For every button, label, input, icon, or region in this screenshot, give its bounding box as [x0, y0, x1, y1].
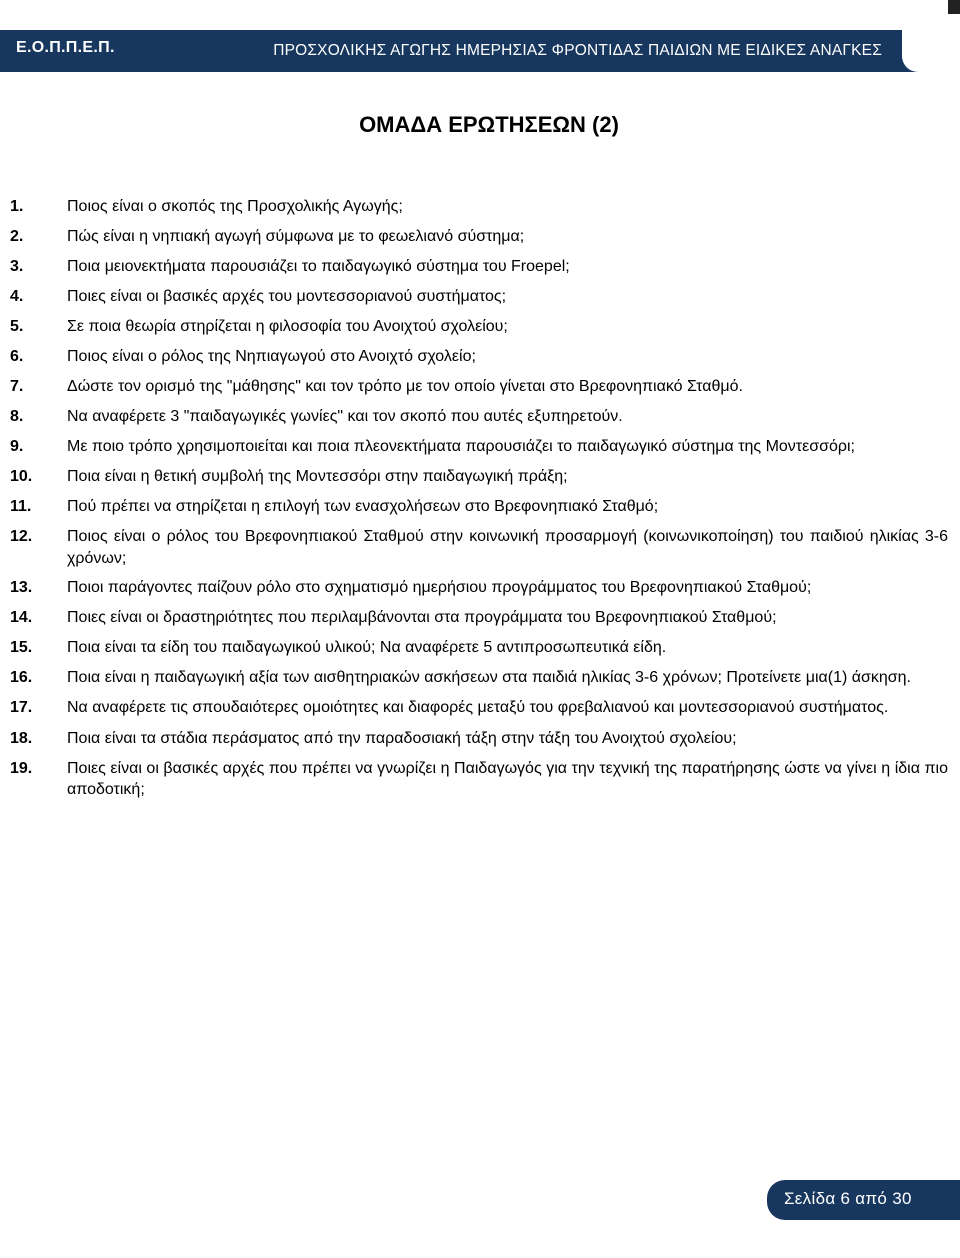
question-text: Ποιος είναι ο ρόλος της Νηπιαγωγού στο Ανοιχτό σχολείο;: [67, 348, 476, 365]
question-item: [10, 577, 948, 599]
question-list: [10, 196, 948, 801]
question-text: Ποιες είναι οι δραστηριότητες που περιλαμβάνονται στα προγράμματα του Βρεφονηπιακού Σταθμού;: [67, 609, 777, 626]
page-number: Σελίδα 6 από 30: [784, 1189, 912, 1208]
page-title: ΟΜΑΔΑ ΕΡΩΤΗΣΕΩΝ (2): [359, 112, 619, 137]
question-item: [10, 256, 948, 278]
question-number: 4.: [10, 288, 24, 305]
question-number: 12.: [10, 528, 33, 545]
question-number: 19.: [10, 759, 33, 777]
question-item: [10, 436, 948, 458]
question-item: [10, 376, 948, 398]
question-item: [10, 496, 948, 518]
question-text: Ποια είναι τα είδη του παιδαγωγικού υλικού; Να αναφέρετε 5 αντιπροσωπευτικά είδη.: [67, 639, 667, 656]
question-number: 15.: [10, 639, 33, 656]
question-item: [10, 316, 948, 338]
question-text: Πού πρέπει να στηρίζεται η επιλογή των ενασχολήσεων στο Βρεφονηπιακό Σταθμό;: [67, 497, 659, 515]
header-org: Ε.Ο.Π.Π.Ε.Π.: [16, 39, 115, 56]
question-number: 6.: [10, 348, 24, 365]
question-number: 18.: [10, 729, 33, 747]
question-number: 2.: [10, 228, 24, 245]
question-text: Ποιοι παράγοντες παίζουν ρόλο στο σχηματισμό ημερήσιου προγράμματος του Βρεφονηπιακού Σταθμού;: [67, 579, 812, 596]
header-title: ΠΡΟΣΧΟΛΙΚΗΣ ΑΓΩΓΗΣ ΗΜΕΡΗΣΙΑΣ ΦΡΟΝΤΙΔΑΣ ΠΑΙΔΙΩΝ ΜΕ ΕΙΔΙΚΕΣ ΑΝΑΓΚΕΣ: [273, 42, 882, 59]
question-number: 13.: [10, 579, 33, 596]
question-item: [10, 728, 948, 750]
question-text: Πώς είναι η νηπιακή αγωγή σύμφωνα με το φεωελιανό σύστημα;: [67, 228, 525, 245]
corner-mark: [948, 0, 960, 14]
question-number: 16.: [10, 669, 33, 686]
question-text: Με ποιο τρόπο χρησιμοποιείται και ποια πλεονεκτήματα παρουσιάζει το παιδαγωγικό σύστημα της Μοντεσσόρι;: [67, 438, 855, 455]
question-text: Ποια μειονεκτήματα παρουσιάζει το παιδαγωγικό σύστημα του Froepel;: [67, 258, 570, 275]
page-header: [0, 30, 960, 72]
header-tab: [902, 30, 960, 72]
question-text: Ποια είναι η θετική συμβολή της Μοντεσσόρι στην παιδαγωγική πράξη;: [67, 467, 568, 485]
question-number: 5.: [10, 318, 24, 335]
question-number: 9.: [10, 438, 24, 455]
question-item: [10, 466, 948, 488]
question-number: 1.: [10, 198, 24, 215]
question-text: Ποιες είναι οι βασικές αρχές του μοντεσσοριανού συστήματος;: [67, 288, 507, 305]
question-text: Σε ποια θεωρία στηρίζεται η φιλοσοφία του Ανοιχτού σχολείου;: [67, 318, 508, 335]
question-item: [10, 758, 948, 801]
question-item: [10, 526, 948, 569]
question-text: Ποιος είναι ο ρόλος του Βρεφονηπιακού Σταθμού στην κοινωνική προσαρμογή (κοινωνικοποίηση) του παιδιού ηλικίας 3-6 χρόνων;: [67, 528, 948, 567]
question-text: Ποιες είναι οι βασικές αρχές που πρέπει να γνωρίζει η Παιδαγωγός για την τεχνική της παρατήρησης ώστε να γίνει η ίδια πιο αποδοτική;: [67, 759, 948, 798]
question-number: 8.: [10, 408, 24, 425]
question-item: [10, 286, 948, 308]
question-item: [10, 607, 948, 629]
question-number: 3.: [10, 258, 24, 275]
question-number: 10.: [10, 467, 33, 485]
question-number: 11.: [10, 497, 32, 515]
question-text: Ποια είναι τα στάδια περάσματος από την παραδοσιακή τάξη στην τάξη του Ανοιχτού σχολείου;: [67, 729, 737, 747]
page-footer: [767, 1180, 960, 1220]
question-item: [10, 406, 948, 428]
question-text: Ποια είναι η παιδαγωγική αξία των αισθητηριακών ασκήσεων στα παιδιά ηλικίας 3-6 χρόνων; Προτείνετε μια(1) άσκηση.: [67, 669, 911, 686]
question-item: [10, 697, 948, 719]
question-number: 17.: [10, 699, 33, 716]
question-item: [10, 226, 948, 248]
question-text: Δώστε τον ορισμό της "μάθησης" και τον τρόπο με τον οποίο γίνεται στο Βρεφονηπιακό Σταθμό.: [67, 378, 743, 395]
question-text: Ποιος είναι ο σκοπός της Προσχολικής Αγωγής;: [67, 198, 403, 215]
question-text: Να αναφέρετε τις σπουδαιότερες ομοιότητες και διαφορές μεταξύ του φρεβαλιανού και μοντεσσοριανού συστήματος.: [67, 699, 889, 716]
question-item: [10, 637, 948, 659]
question-number: 7.: [10, 378, 24, 395]
question-item: [10, 667, 948, 689]
question-item: [10, 346, 948, 368]
question-item: [10, 196, 948, 218]
question-number: 14.: [10, 609, 33, 626]
question-text: Να αναφέρετε 3 "παιδαγωγικές γωνίες" και τον σκοπό που αυτές εξυπηρετούν.: [67, 408, 623, 425]
